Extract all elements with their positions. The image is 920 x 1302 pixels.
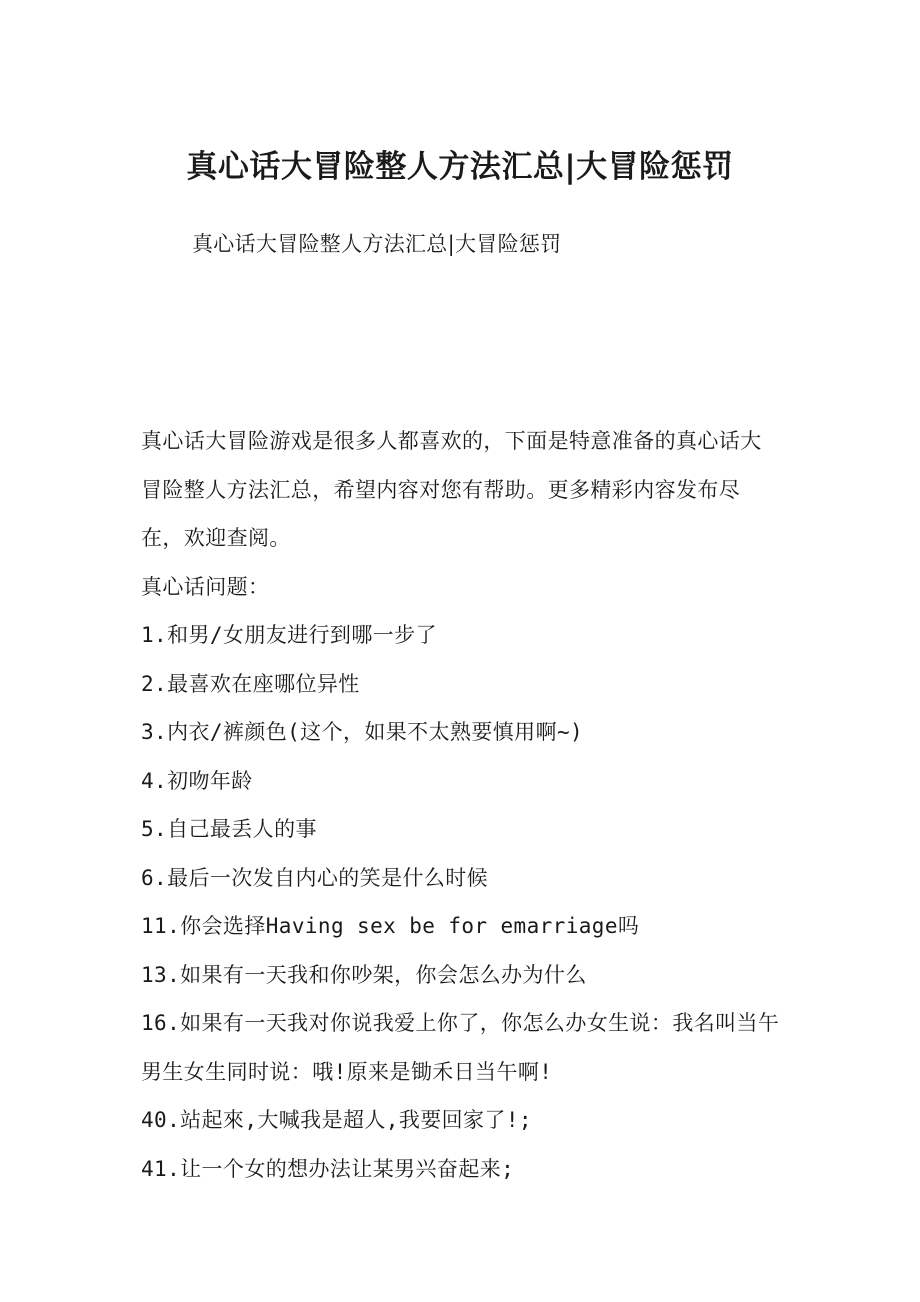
document-title: 真心话大冒险整人方法汇总|大冒险惩罚 [186,149,734,185]
question-item: 41.让一个女的想办法让某男兴奋起来; [141,1156,515,1181]
question-item: 4.初吻年龄 [141,768,253,793]
section-label: 真心话问题： [141,574,270,599]
document-body [141,417,781,1193]
question-item: 3.内衣/裤颜色(这个，如果不太熟要慎用啊~) [141,720,584,744]
question-item: 13.如果有一天我和你吵架，你会怎么办为什么 [141,962,587,987]
question-item: 40.站起來,大喊我是超人,我要回家了!; [141,1108,532,1132]
document-subtitle: 真心话大冒险整人方法汇总|大冒险惩罚 [192,232,562,256]
intro-paragraph: 真心话大冒险游戏是很多人都喜欢的，下面是特意准备的真心话大冒险整人方法汇总，希望内容对您有帮助。更多精彩内容发布尽在，欢迎查阅。 [141,429,762,550]
question-item: 1.和男/女朋友进行到哪一步了 [141,623,437,647]
question-item: 2.最喜欢在座哪位异性 [141,671,360,696]
question-item: 11.你会选择Having sex be for emarriage吗 [141,914,640,938]
question-item: 6.最后一次发自内心的笑是什么时候 [141,865,489,890]
question-item: 16.如果有一天我对你说我爱上你了，你怎么办女生说：我名叫当午男生女生同时说：哦!原来是锄禾日当午啊! [141,1011,780,1084]
question-item: 5.自己最丢人的事 [141,817,317,841]
